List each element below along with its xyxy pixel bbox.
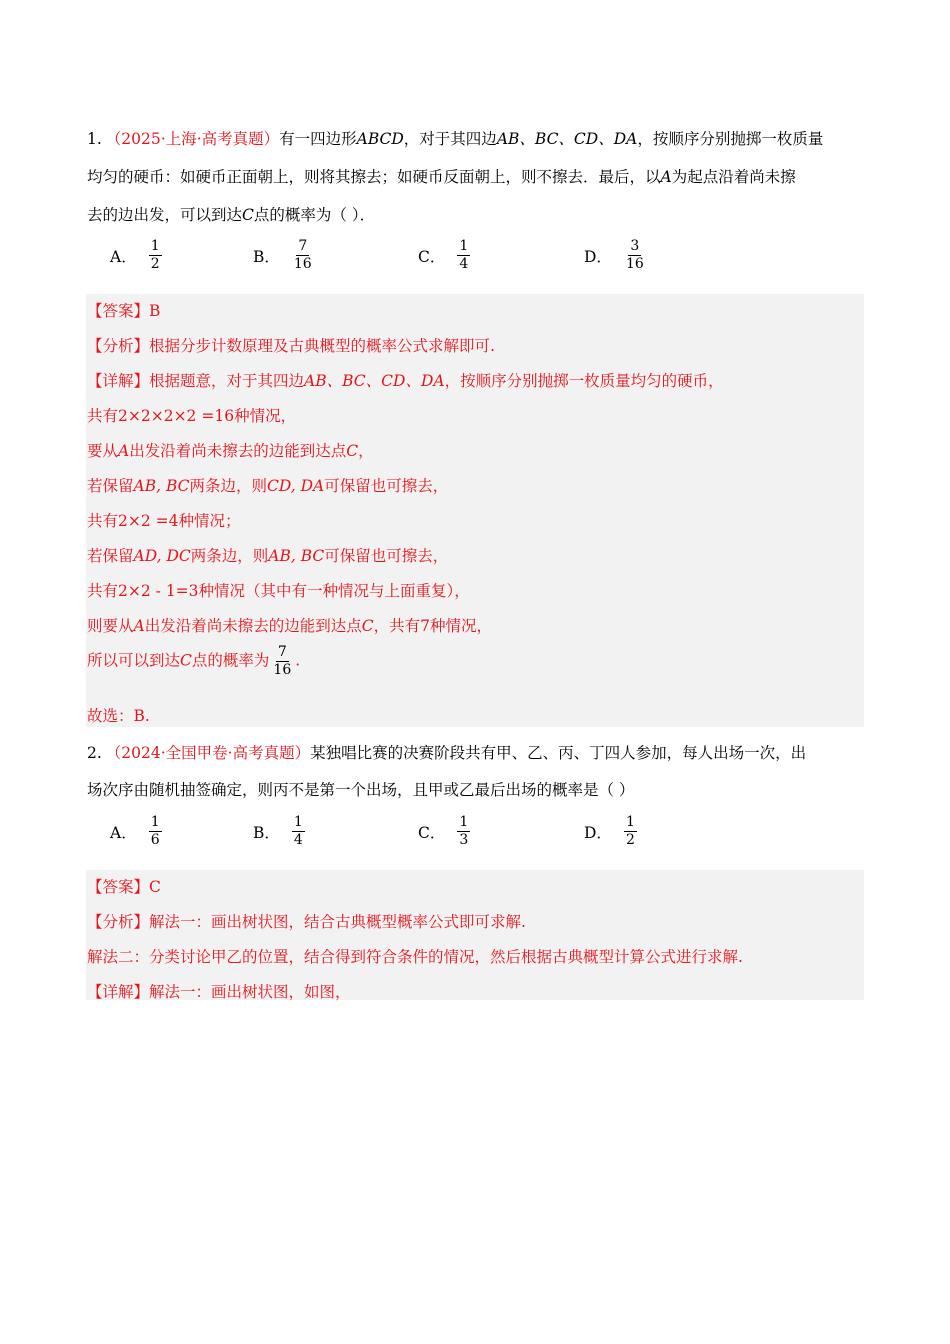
detail-math: AB, BC: [133, 477, 190, 495]
detail-text: 解法一：画出树状图，如图，: [149, 983, 351, 1001]
detail-math: 2×2×2×2 =16: [118, 407, 235, 425]
q2-solution-box: [86, 870, 864, 1000]
detail-text: 共有: [87, 512, 119, 530]
q1-stem-line3: [87, 203, 375, 225]
q2-option-d[interactable]: [584, 814, 639, 849]
q2-detail: [87, 980, 351, 1002]
q1-detail-line2: [87, 404, 296, 426]
detail-text: 共有: [87, 582, 119, 600]
detail-text: ，共有: [373, 617, 421, 635]
q2-stem-line1: [87, 741, 806, 763]
numerator: 1: [459, 814, 469, 830]
detail-math: 2×2 =4: [118, 512, 179, 530]
detail-text: 种情况，: [430, 617, 493, 635]
q1-analysis: [87, 334, 495, 356]
q1-stem-line2: [87, 165, 796, 187]
q1-detail-line1: [87, 369, 724, 391]
detail-text: 可保留也可擦去，: [324, 477, 449, 495]
detail-math: AB、BC、CD、DA: [304, 372, 445, 390]
q1-option-d[interactable]: [584, 238, 648, 273]
q1-stem-text: 去的边出发，可以到达: [87, 206, 243, 224]
analysis-text: 解法一：画出树状图，结合古典概型概率公式即可求解.: [149, 913, 526, 931]
detail-text: 若保留: [87, 547, 134, 565]
q2-stem-text: 某独唱比赛的决赛阶段共有甲、乙、丙、丁四人参加，每人出场一次，出: [310, 744, 807, 762]
detail-text: 出发沿着尚未擦去的边能到达点: [144, 617, 362, 635]
detail-math: CD, DA: [267, 477, 325, 495]
denominator: 2: [625, 832, 635, 848]
q2-analysis: [87, 910, 526, 932]
q1-detail-line5: [87, 509, 241, 531]
option-fraction: [624, 814, 637, 849]
option-fraction: [292, 814, 305, 849]
detail-text: 种情况（其中有一种情况与上面重复），: [198, 582, 470, 600]
q1-option-a[interactable]: [110, 238, 164, 273]
analysis-tag: 【分析】: [87, 913, 150, 931]
q1-stem-text: 点的概率为（ ）．: [253, 206, 376, 224]
detail-text: 可保留也可擦去，: [324, 547, 449, 565]
detail-text: ，: [358, 442, 374, 460]
detail-math: AB, BC: [268, 547, 325, 565]
q1-number: 1.: [87, 130, 102, 148]
denominator: 16: [293, 256, 312, 272]
numerator: 1: [150, 238, 160, 254]
answer-tag: 【答案】: [87, 302, 150, 320]
q1-detail-line3: [87, 439, 374, 461]
detail-text: 种情况，: [234, 407, 297, 425]
option-label: D．: [584, 247, 612, 266]
q1-stem-text: 有一四边形: [279, 130, 357, 148]
detail-text: .: [295, 651, 301, 670]
numerator: 3: [630, 238, 640, 254]
q2-answer: [87, 875, 161, 897]
q2-option-b[interactable]: [253, 814, 307, 849]
q1-stem-text: ，按顺序分别抛掷一枚质量: [637, 130, 824, 148]
detail-text: 若保留: [87, 477, 134, 495]
detail-text: 种情况；: [178, 512, 241, 530]
answer-value: C: [149, 878, 161, 896]
denominator: 4: [459, 256, 469, 272]
numerator: 1: [150, 814, 160, 830]
q2-number: 2.: [87, 744, 102, 762]
denominator: 16: [273, 662, 292, 678]
option-fraction: [457, 238, 470, 273]
detail-text: 两条边，则: [190, 547, 269, 565]
detail-math: AD, DC: [133, 547, 191, 565]
option-label: B．: [253, 823, 280, 842]
analysis-text: 根据分步计数原理及古典概型的概率公式求解即可.: [149, 337, 495, 355]
q2-source: （2024·全国甲卷·高考真题）: [105, 744, 311, 762]
q2-stem-line2: 场次序由随机抽签确定，则丙不是第一个出场，且甲或乙最后出场的概率是（ ）: [87, 781, 635, 799]
option-fraction: [149, 814, 162, 849]
numerator: 7: [298, 238, 308, 254]
analysis-tag: 【分析】: [87, 337, 150, 355]
detail-text: 出发沿着尚未擦去的边能到达点: [129, 442, 347, 460]
detail-math: C: [361, 617, 374, 635]
option-label: A．: [110, 247, 137, 266]
detail-math: 7: [420, 617, 430, 635]
denominator: 16: [625, 256, 644, 272]
answer-value: B: [149, 302, 161, 320]
option-label: D．: [584, 823, 612, 842]
detail-fraction: [271, 644, 293, 679]
q1-stem-text: 为起点沿着尚未擦: [671, 168, 796, 186]
q1-detail-line7: [87, 579, 470, 601]
q1-source: （2025·上海·高考真题）: [105, 130, 280, 148]
detail-text: 要从: [87, 442, 119, 460]
detail-math: A: [118, 442, 130, 460]
q1-answer: [87, 299, 160, 321]
q2-option-c[interactable]: [418, 814, 472, 849]
q1-quad-label: ABCD: [356, 130, 404, 148]
q2-analysis-line2: 解法二：分类讨论甲乙的位置，结合得到符合条件的情况，然后根据古典概型计算公式进行求解.: [87, 948, 743, 966]
detail-text: 共有: [87, 407, 119, 425]
q1-detail-line4: [87, 474, 448, 496]
q1-stem-text: 均匀的硬币：如硬币正面朝上，则将其擦去；如硬币反面朝上，则不擦去．最后，以: [87, 168, 661, 186]
q1-option-b[interactable]: [253, 238, 316, 273]
detail-text: 根据题意，对于其四边: [149, 372, 305, 390]
denominator: 2: [150, 256, 160, 272]
answer-tag: 【答案】: [87, 878, 150, 896]
detail-text: 两条边，则: [189, 477, 268, 495]
q1-detail-line8: [87, 614, 492, 636]
denominator: 4: [293, 832, 303, 848]
q1-stem-line1: [87, 127, 823, 149]
option-label: C．: [418, 247, 446, 266]
detail-text: 则要从: [87, 617, 134, 635]
detail-math: C: [180, 651, 192, 670]
q1-stem-text: ，对于其四边: [403, 130, 497, 148]
q1-point-c: C: [242, 206, 254, 224]
detail-math: C: [346, 442, 359, 460]
detail-math: 2×2 - 1=3: [118, 582, 199, 600]
detail-text: 所以可以到达: [87, 651, 181, 670]
option-fraction: [292, 238, 314, 273]
q1-option-c[interactable]: [418, 238, 472, 273]
option-fraction: [149, 238, 162, 273]
q1-detail-line9: [87, 644, 300, 679]
denominator: 6: [150, 832, 160, 848]
q1-edges: AB、BC、CD、DA: [496, 130, 638, 148]
q1-point-a: A: [660, 168, 672, 186]
option-label: A．: [110, 823, 137, 842]
numerator: 1: [293, 814, 303, 830]
option-fraction: [457, 814, 470, 849]
denominator: 3: [459, 832, 469, 848]
detail-tag: 【详解】: [87, 983, 150, 1001]
q1-solution-box: [86, 294, 864, 727]
detail-tag: 【详解】: [87, 372, 150, 390]
q2-option-a[interactable]: [110, 814, 164, 849]
q1-choose: 故选：B.: [87, 707, 150, 725]
detail-math: A: [133, 617, 145, 635]
numerator: 1: [625, 814, 635, 830]
detail-text: ，按顺序分别抛掷一枚质量均匀的硬币，: [444, 372, 724, 390]
numerator: 1: [459, 238, 469, 254]
q1-detail-line6: [87, 544, 448, 566]
numerator: 7: [277, 644, 287, 660]
detail-text: 点的概率为: [191, 651, 270, 670]
option-fraction: [624, 238, 646, 273]
option-label: C．: [418, 823, 446, 842]
option-label: B．: [253, 247, 280, 266]
